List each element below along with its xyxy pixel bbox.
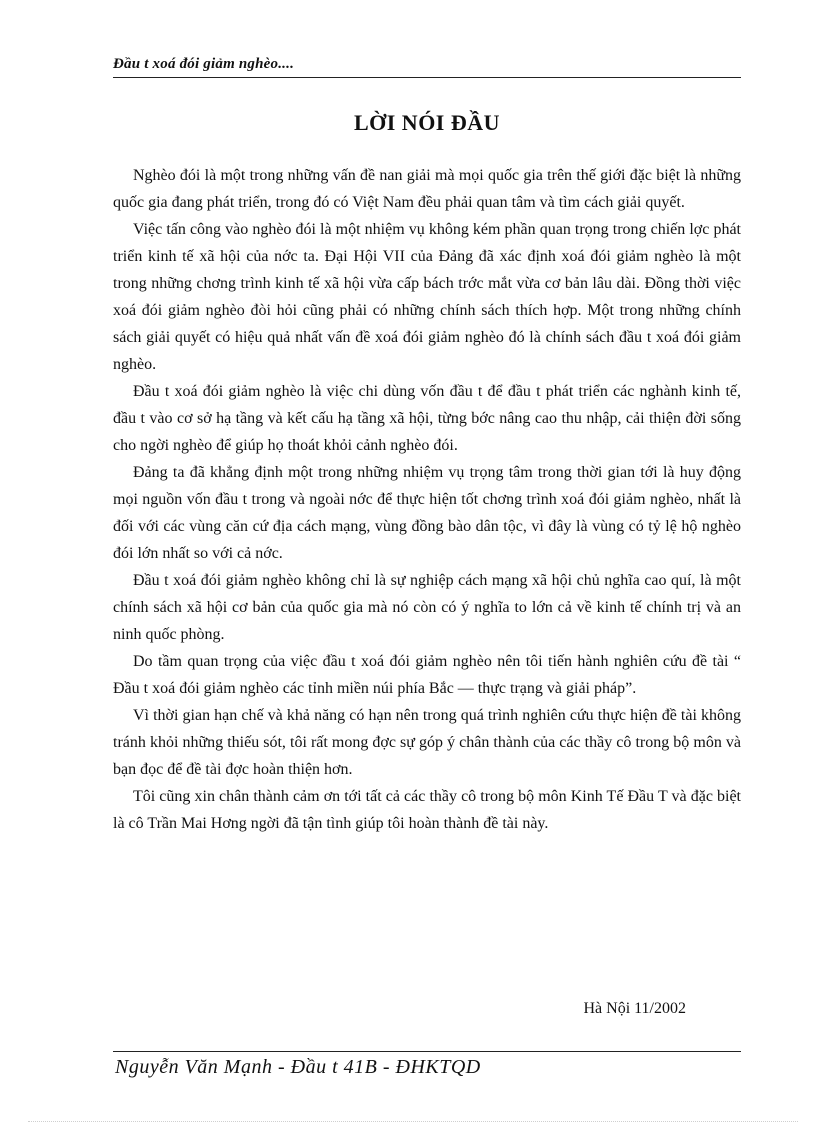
paragraph: Vì thời gian hạn chế và khả năng có hạn nên trong quá trình nghiên cứu thực hiện đề tài không tránh khỏi những thiếu sót, tôi rất mong đợc sự góp ý chân thành của các thầy cô trong bộ môn và bạn đọc để đề tài đợc hoàn thiện hơn. <box>113 707 741 778</box>
paragraph: Nghèo đói là một trong những vấn đề nan giải mà mọi quốc gia trên thế giới đặc biệt là những quốc gia đang phát triển, trong đó có Việt Nam đều phải quan tâm và tìm cách giải quyết. <box>113 167 741 211</box>
header-divider <box>113 77 741 78</box>
place-date-signoff: Hà Nội 11/2002 <box>583 1000 686 1017</box>
footer-divider <box>113 1051 741 1052</box>
author-line: Nguyễn Văn Mạnh - Đầu t 41B - ĐHKTQD <box>115 1056 481 1078</box>
page-header <box>113 54 741 78</box>
paragraph: Đảng ta đã khẳng định một trong những nhiệm vụ trọng tâm trong thời gian tới là huy động mọi nguồn vốn đầu t trong và ngoài nớc để thực hiện tốt chơng trình xoá đói giảm nghèo, nhất là đối với các vùng căn cứ địa cách mạng, vùng đồng bào dân tộc, vì đây là vùng có tỷ lệ hộ nghèo đói lớn nhất so với cả nớc. <box>113 464 741 562</box>
paragraph: Đầu t xoá đói giảm nghèo không chỉ là sự nghiệp cách mạng xã hội chủ nghĩa cao quí, là một chính sách xã hội cơ bản của quốc gia mà nó còn có ý nghĩa to lớn cả về kinh tế chính trị và an ninh quốc phòng. <box>113 572 741 643</box>
paragraph: Việc tấn công vào nghèo đói là một nhiệm vụ không kém phần quan trọng trong chiến lợc phát triển kinh tế xã hội của nớc ta. Đại Hội VII của Đảng đã xác định xoá đói giảm nghèo là một trong những chơng trình kinh tế xã hội vừa cấp bách trớc mắt vừa cơ bản lâu dài. Đồng thời việc xoá đói giảm nghèo đòi hỏi cũng phải có những chính sách thích hợp. Một trong những chính sách giải quyết có hiệu quả nhất vấn đề xoá đói giảm nghèo đó là chính sách đầu t xoá đói giảm nghèo. <box>113 221 741 373</box>
document-body <box>113 162 741 837</box>
paragraph: Tôi cũng xin chân thành cảm ơn tới tất cả các thầy cô trong bộ môn Kinh Tế Đầu T và đặc biệt là cô Trần Mai Hơng ngời đã tận tình giúp tôi hoàn thành đề tài này. <box>113 788 741 832</box>
page-footer <box>113 1051 741 1081</box>
paragraph: Đầu t xoá đói giảm nghèo là việc chi dùng vốn đầu t để đầu t phát triển các nghành kinh tế, đầu t vào cơ sở hạ tầng và kết cấu hạ tầng xã hội, từng bớc nâng cao thu nhập, cải thiện đời sống cho ngời nghèo để giúp họ thoát khỏi cảnh nghèo đói. <box>113 383 741 454</box>
running-title: Đầu t xoá đói giảm nghèo.... <box>113 56 295 72</box>
paragraph: Do tầm quan trọng của việc đầu t xoá đói giảm nghèo nên tôi tiến hành nghiên cứu đề tài “ Đầu t xoá đói giảm nghèo các tỉnh miền núi phía Bắc — thực trạng và giải pháp”. <box>113 653 741 697</box>
document-title: LỜI NÓI ĐẦU <box>353 110 501 135</box>
page-edge-divider <box>28 1121 798 1122</box>
